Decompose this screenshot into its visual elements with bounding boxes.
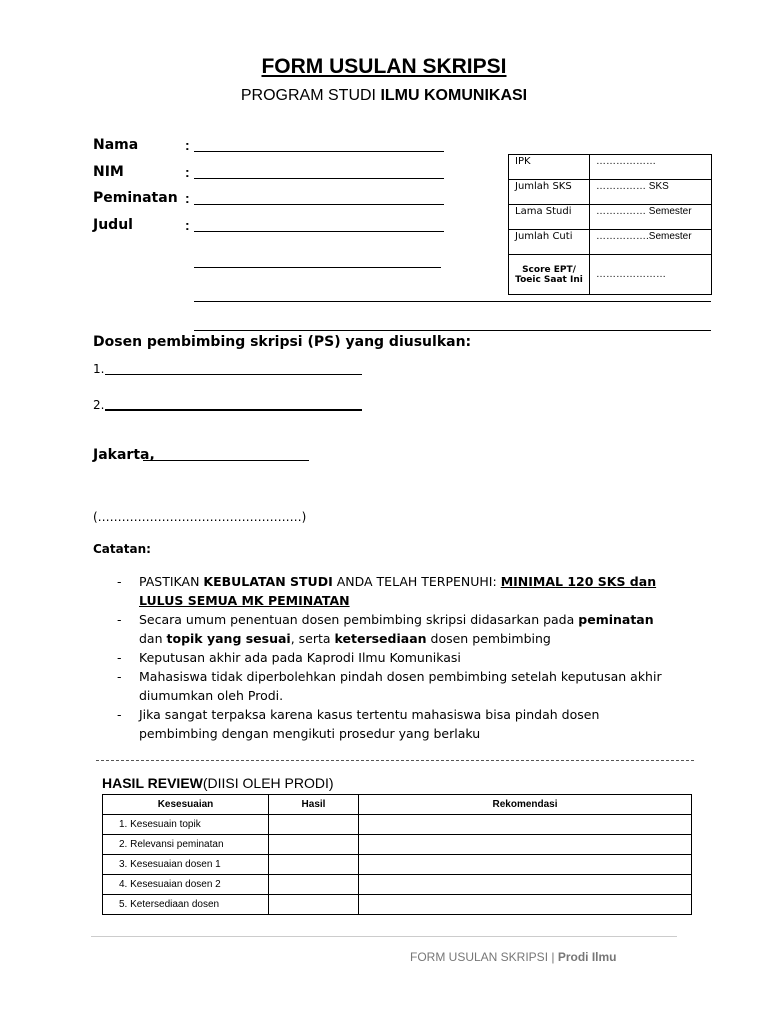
- review-hasil-cell[interactable]: [269, 855, 359, 875]
- review-rekomendasi-cell[interactable]: [359, 875, 692, 895]
- review-hasil-cell[interactable]: [269, 815, 359, 835]
- info-label: Score EPT/ Toeic Saat Ini: [509, 255, 590, 295]
- review-header-row: [103, 795, 692, 815]
- field-colon: :: [185, 217, 190, 233]
- subtitle-prefix: PROGRAM STUDI: [240, 87, 376, 104]
- note-text: MINIMAL 120 SKS dan LULUS SEMUA MK PEMINATAN: [139, 574, 657, 608]
- signature-place: Jakarta,: [93, 447, 155, 463]
- signature-date-field[interactable]: [143, 459, 309, 461]
- note-text: ANDA TELAH TERPENUHI:: [332, 574, 501, 589]
- academic-info-table: [508, 154, 712, 295]
- info-value[interactable]: …………….Semester: [590, 230, 712, 255]
- note-text: , serta: [290, 631, 335, 646]
- info-row-cuti: [509, 230, 712, 255]
- field-label-judul: Judul: [93, 217, 133, 233]
- field-colon: :: [185, 164, 190, 180]
- form-title: FORM USULAN SKRIPSI: [261, 55, 507, 78]
- note-item: [117, 572, 677, 610]
- notes-heading: Catatan:: [93, 542, 151, 556]
- advisor-heading: Dosen pembimbing skripsi (PS) yang diusulkan:: [93, 334, 472, 350]
- review-rekomendasi-cell[interactable]: [359, 815, 692, 835]
- note-item: [117, 667, 677, 705]
- info-row-score: [509, 255, 712, 295]
- review-criterion: 5. Ketersediaan dosen: [103, 895, 269, 915]
- judul-field-line-1[interactable]: [194, 230, 444, 232]
- peminatan-field[interactable]: [194, 203, 444, 205]
- note-text: dan: [139, 631, 167, 646]
- review-title: [102, 775, 334, 791]
- nama-field[interactable]: [194, 150, 444, 152]
- footer-doc-title: FORM USULAN SKRIPSI |: [410, 950, 555, 964]
- review-row: [103, 815, 692, 835]
- review-criterion: 4. Kesesuaian dosen 2: [103, 875, 269, 895]
- advisor-field-1[interactable]: [105, 373, 362, 375]
- info-row-ipk: [509, 155, 712, 180]
- note-text: ketersediaan: [334, 631, 427, 646]
- note-text: Secara umum penentuan dosen pembimbing skripsi didasarkan pada: [139, 612, 579, 627]
- info-label: IPK: [509, 155, 590, 180]
- info-label: Jumlah SKS: [509, 180, 590, 205]
- note-dash: -: [117, 650, 122, 665]
- info-value[interactable]: …………… SKS: [590, 180, 712, 205]
- judul-field-line-3[interactable]: [194, 300, 711, 302]
- review-rekomendasi-cell[interactable]: [359, 855, 692, 875]
- review-criterion: 2. Relevansi peminatan: [103, 835, 269, 855]
- info-value[interactable]: ………………: [590, 155, 712, 180]
- note-dash: -: [117, 612, 122, 627]
- note-dash: -: [117, 707, 122, 722]
- note-item: [117, 648, 677, 667]
- note-dash: -: [117, 669, 122, 684]
- info-row-sks: [509, 180, 712, 205]
- review-header-hasil: Hasil: [269, 795, 359, 815]
- review-title-rest: (DIISI OLEH PRODI): [202, 775, 334, 791]
- info-row-lama-studi: [509, 205, 712, 230]
- review-row: [103, 835, 692, 855]
- review-hasil-cell[interactable]: [269, 895, 359, 915]
- advisor-field-2[interactable]: [105, 409, 362, 411]
- note-text: dosen pembimbing: [426, 631, 551, 646]
- footer-prodi: Prodi Ilmu: [557, 950, 617, 964]
- review-criterion: 1. Kesesuain topik: [103, 815, 269, 835]
- notes-list: [117, 572, 677, 743]
- review-rekomendasi-cell[interactable]: [359, 835, 692, 855]
- signature-name-placeholder: (……………………………………………): [93, 510, 307, 524]
- note-item: [117, 705, 677, 743]
- review-title-bold: HASIL REVIEW: [102, 775, 203, 791]
- note-item: [117, 610, 677, 648]
- info-label: Lama Studi: [509, 205, 590, 230]
- review-row: [103, 895, 692, 915]
- nim-field[interactable]: [194, 177, 444, 179]
- judul-field-line-4[interactable]: [194, 329, 711, 331]
- note-text: Keputusan akhir ada pada Kaprodi Ilmu Komunikasi: [139, 650, 461, 665]
- field-colon: :: [185, 190, 190, 206]
- judul-field-line-2[interactable]: [194, 266, 441, 268]
- info-label: Jumlah Cuti: [509, 230, 590, 255]
- advisor-number-2: 2.: [93, 398, 105, 412]
- review-rekomendasi-cell[interactable]: [359, 895, 692, 915]
- note-text: Jika sangat terpaksa karena kasus tertentu mahasiswa bisa pindah dosen pembimbing dengan mengikuti prosedur yang berlaku: [139, 707, 600, 741]
- field-colon: :: [185, 137, 190, 153]
- note-text: Mahasiswa tidak diperbolehkan pindah dosen pembimbing setelah keputusan akhir diumumkan oleh Prodi.: [139, 669, 662, 703]
- note-text: topik yang sesuai: [166, 631, 291, 646]
- review-row: [103, 875, 692, 895]
- note-text: KEBULATAN STUDI: [203, 574, 333, 589]
- footer-text: [410, 950, 617, 964]
- field-label-peminatan: Peminatan: [93, 190, 178, 206]
- section-divider: [96, 760, 694, 761]
- review-hasil-cell[interactable]: [269, 835, 359, 855]
- review-row: [103, 855, 692, 875]
- footer-divider: [91, 936, 677, 937]
- review-hasil-cell[interactable]: [269, 875, 359, 895]
- info-value[interactable]: …………… Semester: [590, 205, 712, 230]
- note-text: peminatan: [578, 612, 654, 627]
- field-label-nama: Nama: [93, 137, 139, 153]
- form-subtitle: [0, 87, 768, 105]
- field-label-nim: NIM: [93, 164, 124, 180]
- review-header-rekomendasi: Rekomendasi: [359, 795, 692, 815]
- review-table: [102, 794, 692, 915]
- advisor-number-1: 1.: [93, 362, 105, 376]
- review-criterion: 3. Kesesuaian dosen 1: [103, 855, 269, 875]
- info-value[interactable]: …………………: [590, 255, 712, 295]
- note-dash: -: [117, 574, 122, 589]
- review-header-kesesuaian: Kesesuaian: [103, 795, 269, 815]
- subtitle-program: ILMU KOMUNIKASI: [380, 87, 528, 104]
- note-text: PASTIKAN: [139, 574, 204, 589]
